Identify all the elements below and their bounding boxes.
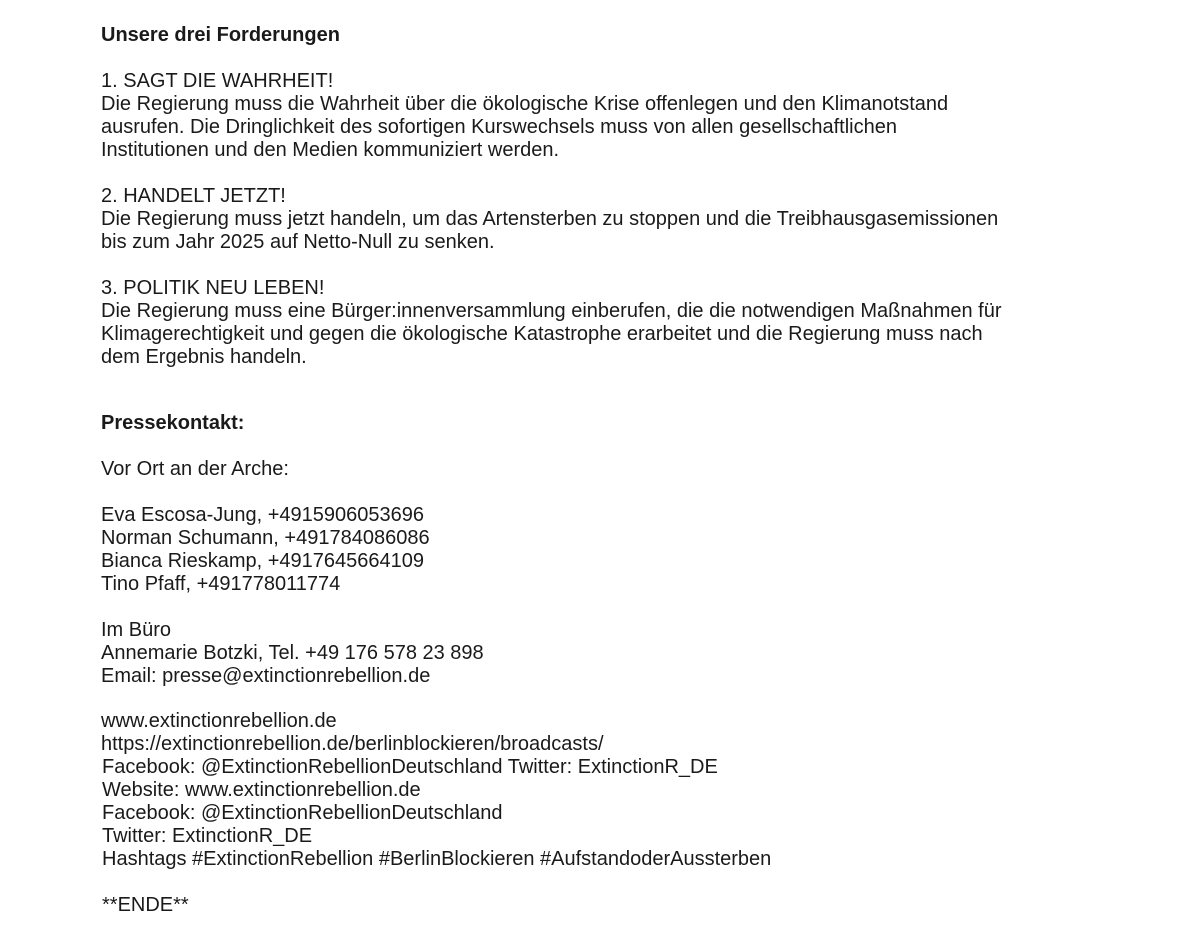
contact-entry: Eva Escosa-Jung, +4915906053696: [101, 504, 425, 526]
demand-text-line: ausrufen. Die Dringlichkeit des sofortigen Kurswechsels muss von allen gesellschaftlichen: [101, 116, 897, 138]
demand-text-line: Die Regierung muss eine Bürger:innenversammlung einberufen, die die notwendigen Maßnahmen für: [101, 300, 1002, 322]
demand-title: 2. HANDELT JETZT!: [101, 185, 286, 207]
end-marker: **ENDE**: [102, 894, 189, 916]
social-line: Facebook: @ExtinctionRebellionDeutschland: [102, 802, 503, 824]
demand-text-line: Institutionen und den Medien kommuniziert werden.: [101, 139, 560, 161]
contact-entry: Bianca Rieskamp, +4917645664109: [101, 550, 425, 572]
press-contact-heading: Pressekontakt:: [101, 412, 245, 434]
demand-3: [101, 277, 1101, 369]
demand-text-line: Die Regierung muss jetzt handeln, um das Artensterben zu stoppen und die Treibhausgasemissionen: [101, 208, 999, 230]
demand-text-line: dem Ergebnis handeln.: [101, 346, 307, 368]
demand-text-line: Klimagerechtigkeit und gegen die ökologische Katastrophe erarbeitet und die Regierung muss nach: [101, 323, 983, 345]
office-contact: Annemarie Botzki, Tel. +49 176 578 23 898: [101, 642, 484, 664]
contact-entry: Norman Schumann, +491784086086: [101, 527, 430, 549]
social-line: Website: www.extinctionrebellion.de: [102, 779, 421, 801]
website-link: www.extinctionrebellion.de: [101, 710, 337, 732]
demands-heading: Unsere drei Forderungen: [101, 24, 340, 46]
demand-title: 3. POLITIK NEU LEBEN!: [101, 277, 325, 299]
demand-text-line: Die Regierung muss die Wahrheit über die ökologische Krise offenlegen und den Klimanotstand: [101, 93, 949, 115]
broadcasts-link: https://extinctionrebellion.de/berlinblockieren/broadcasts/: [101, 733, 604, 755]
press-email: Email: presse@extinctionrebellion.de: [101, 665, 431, 687]
office-label: Im Büro: [101, 619, 172, 641]
document-page: [101, 24, 1101, 917]
demand-title: 1. SAGT DIE WAHRHEIT!: [101, 70, 334, 92]
social-line: Facebook: @ExtinctionRebellionDeutschland Twitter: ExtinctionR_DE: [102, 756, 718, 778]
demand-text-line: bis zum Jahr 2025 auf Netto-Null zu senken.: [101, 231, 495, 253]
social-block: [102, 756, 1101, 871]
hashtags-line: Hashtags #ExtinctionRebellion #BerlinBlockieren #AufstandoderAussterben: [102, 848, 772, 870]
social-line: Twitter: ExtinctionR_DE: [102, 825, 313, 847]
onsite-label: Vor Ort an der Arche:: [101, 458, 289, 480]
contact-list: [101, 504, 1101, 596]
demand-1: [101, 70, 1101, 162]
demand-2: [101, 185, 1101, 254]
contact-entry: Tino Pfaff, +491778011774: [101, 573, 341, 595]
